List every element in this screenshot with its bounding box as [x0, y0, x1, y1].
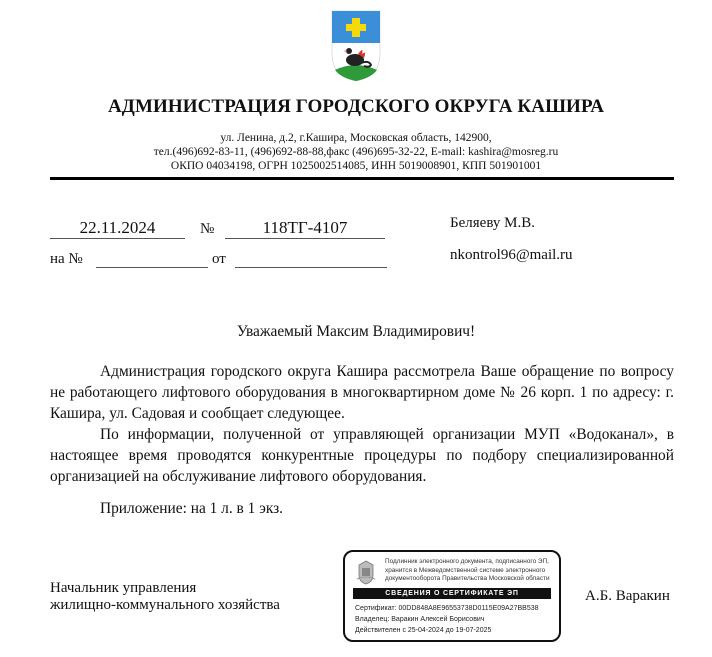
from-date-label: от [212, 251, 226, 267]
registration-codes-line: ОКПО 04034198, ОГРН 1025002514085, ИНН 5019008901, КПП 501901001 [170, 160, 542, 172]
header-divider [50, 177, 674, 180]
recipient-email: nkontrol96@mail.ru [450, 247, 573, 263]
number-label: № [200, 221, 215, 237]
outgoing-date-field: 22.11.2024 [50, 218, 185, 239]
certificate-owner: Владелец: Варакин Алексей Борисович [355, 616, 485, 623]
certificate-validity: Действителен с 25-04-2024 до 19-07-2025 [355, 627, 492, 634]
signatory-position [50, 580, 280, 614]
reply-to-date-field [235, 248, 387, 268]
moscow-region-emblem-icon [355, 559, 377, 585]
contacts-line: тел.(496)692-83-11, (496)692-88-88,факс (496)695-32-22, E-mail: kashira@mosreg.ru [153, 146, 559, 158]
reply-to-number-label: на № [50, 251, 83, 267]
body-paragraph: По информации, полученной от управляющей организации МУП «Водоканал», в настоящее время проводятся конкурентные процедуры по подбору специализированной организацией на обслуживание лифтового оборудования. [50, 426, 674, 485]
signatory-name: А.Б. Варакин [585, 588, 670, 604]
stamp-note: Подлинник электронного документа, подписанного ЭП, хранится в Межведомственной системе электронного документооборота Правительства Московской области [385, 558, 550, 582]
signatory-position-line: жилищно-коммунального хозяйства [50, 597, 280, 613]
recipient-name: Беляеву М.В. [450, 215, 535, 231]
salutation: Уважаемый Максим Владимирович! [236, 323, 476, 340]
signatory-position-line: Начальник управления [50, 580, 197, 596]
organization-name: АДМИНИСТРАЦИЯ ГОРОДСКОГО ОКРУГА КАШИРА [107, 96, 605, 117]
body-paragraph: Администрация городского округа Кашира рассмотрела Ваше обращение по вопросу не работающего лифтового оборудования в многоквартирном доме № 26 корп. 1 по адресу: г. Кашира, ул. Садовая и сообщает следующее. [50, 363, 674, 422]
stamp-title: СВЕДЕНИЯ О СЕРТИФИКАТЕ ЭП [353, 588, 551, 599]
coat-of-arms-emblem [331, 10, 381, 82]
electronic-signature-stamp [343, 550, 561, 642]
certificate-number: Сертификат: 00DD848A8E96553738D0115E09A27BB538 [355, 605, 539, 612]
outgoing-number-field: 118ТГ-4107 [225, 218, 385, 239]
attachment-note: Приложение: на 1 л. в 1 экз. [100, 500, 284, 517]
address-line: ул. Ленина, д.2, г.Кашира, Московская область, 142900, [220, 132, 492, 144]
reply-to-number-field [96, 248, 208, 268]
